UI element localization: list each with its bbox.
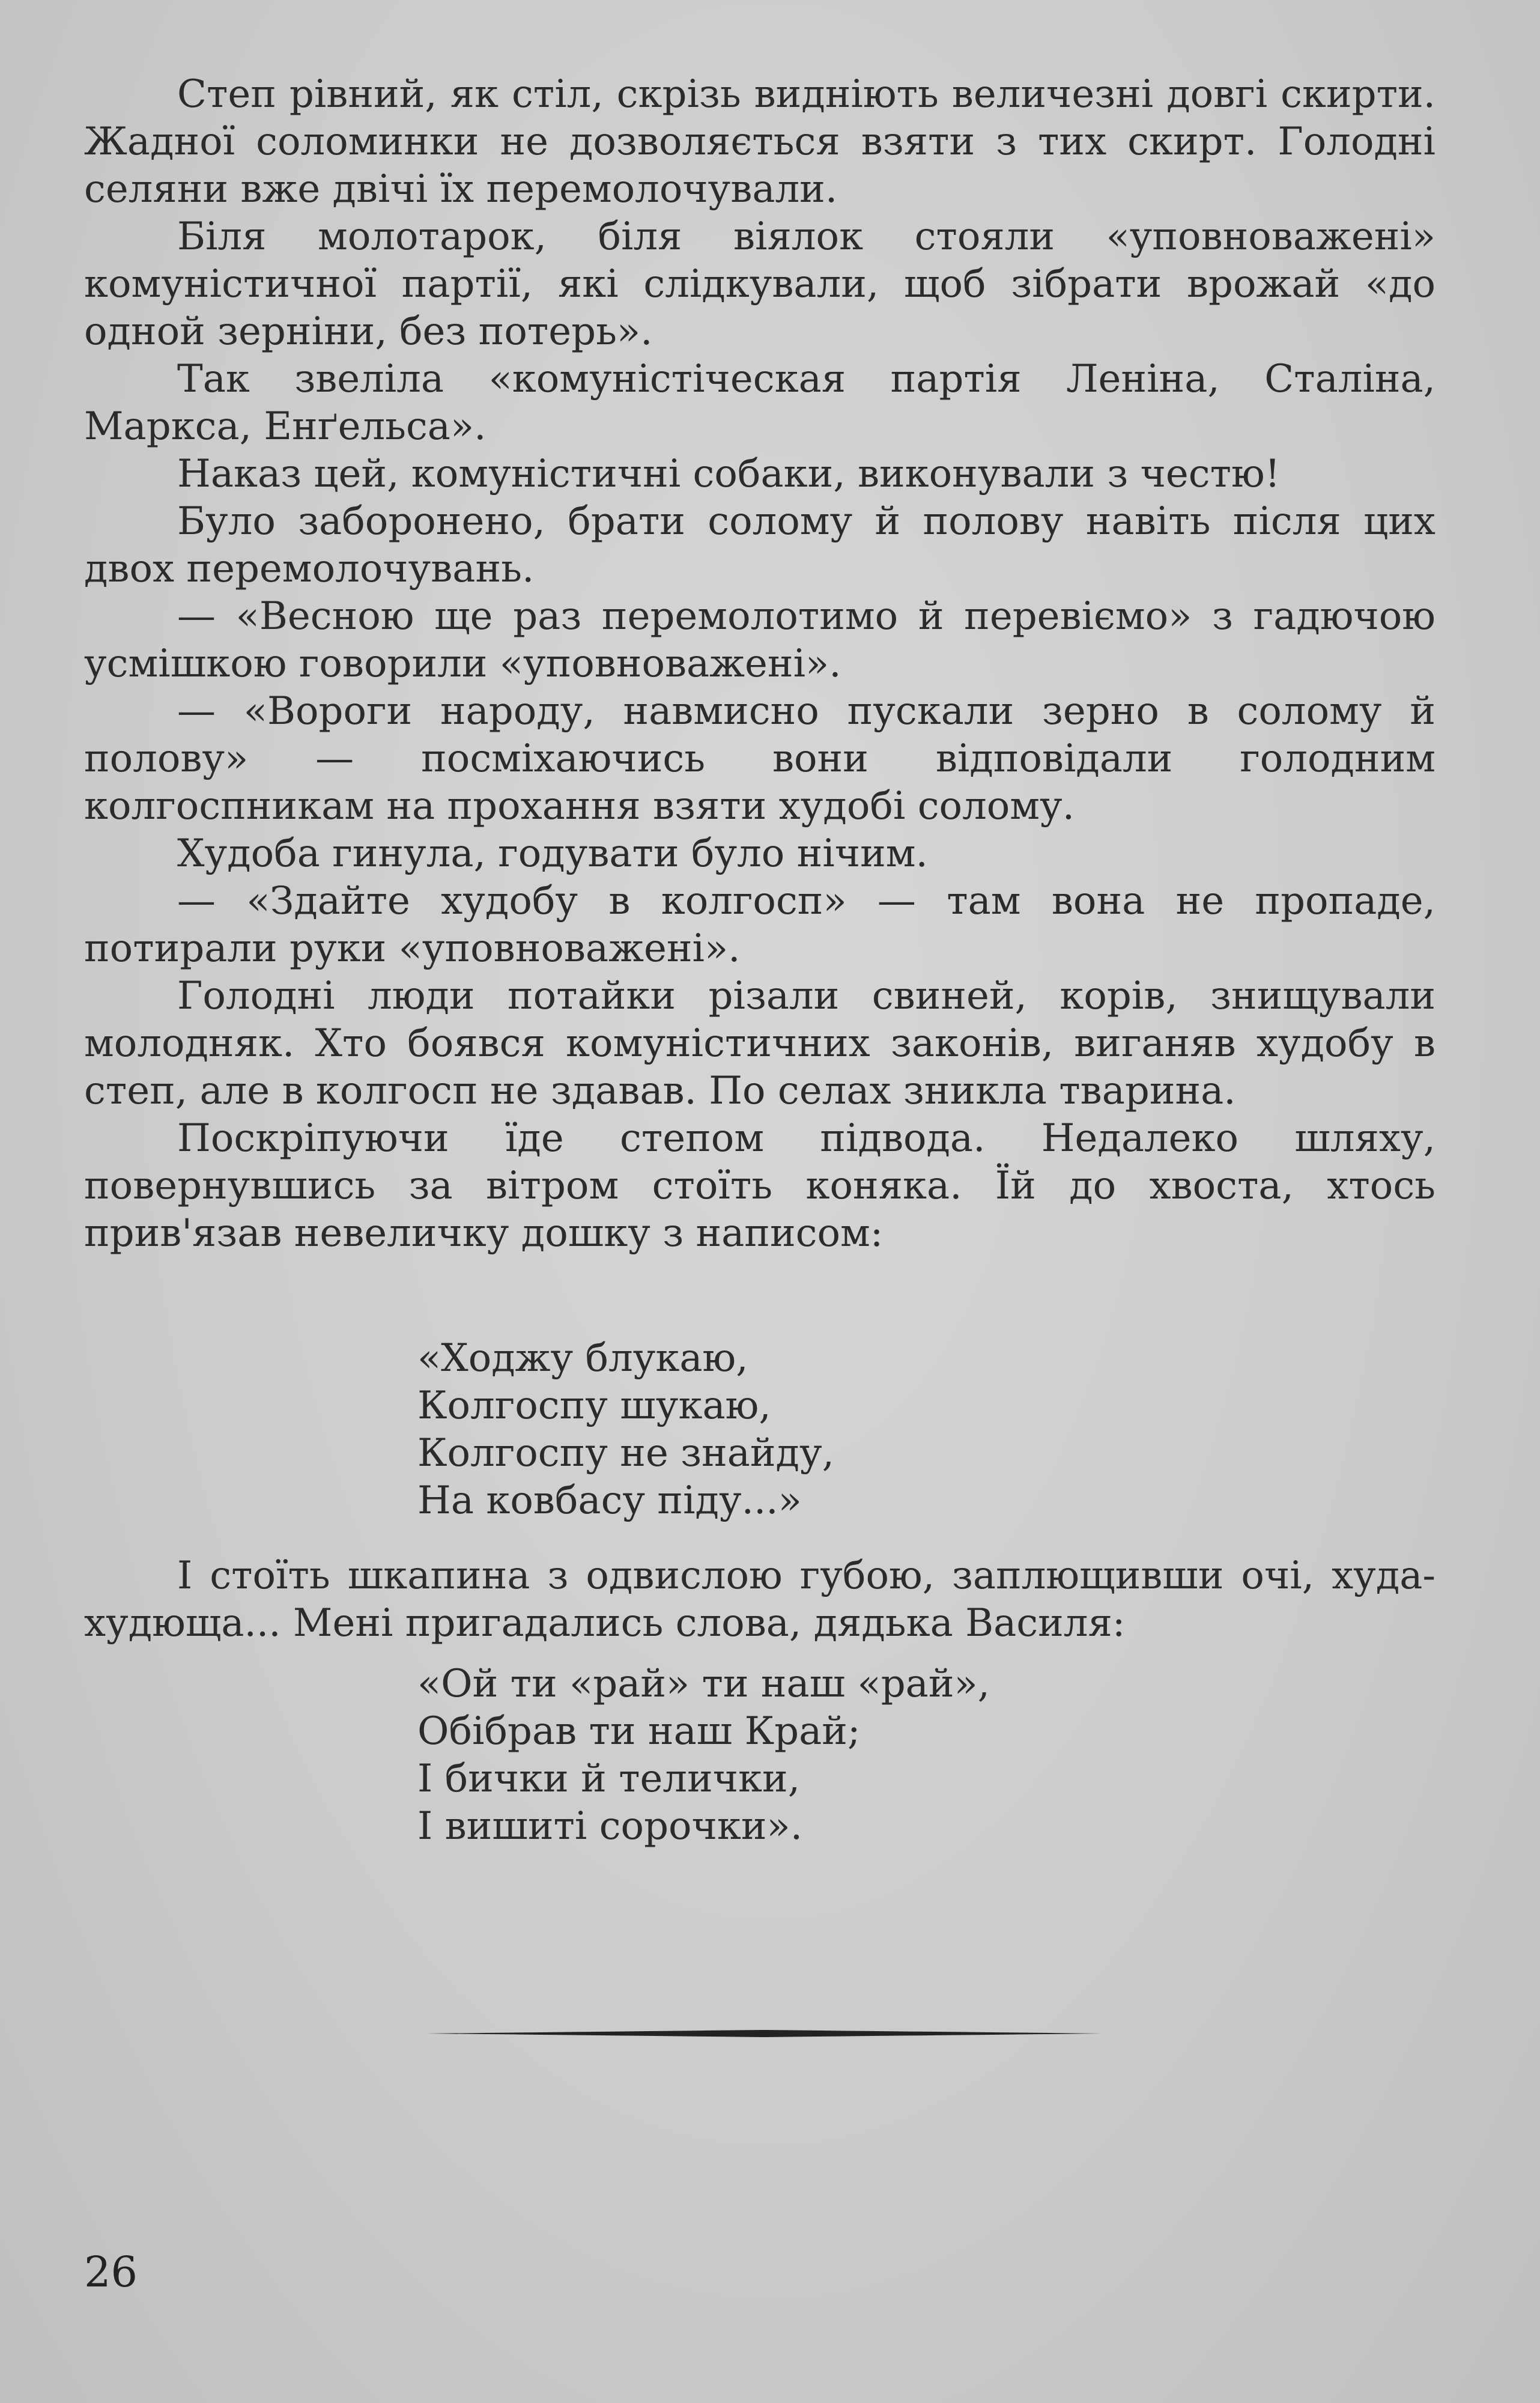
paragraph-12: І стоїть шкапина з одвислою губою, заплющивши очі, худа-худюща... Мені пригадались слова, дядька Василя:: [84, 1554, 1435, 1645]
poem-first-line-2: Колгоспу шукаю,: [417, 1384, 771, 1428]
poem-first: [417, 1335, 834, 1525]
section-divider: [426, 2029, 1102, 2038]
poem-first-line-4: На ковбасу піду...»: [417, 1478, 802, 1523]
paragraph-5: Було заборонено, брати солому й полову навіть після цих двох перемолочувань.: [84, 499, 1435, 591]
poem-first-line-3: Колгоспу не знайду,: [417, 1431, 834, 1475]
paragraph-2: Біля молотарок, біля віялок стояли «уповноважені» комуністичної партії, які слідкували, щоб зібрати врожай «до одной зерніни, без потерь».: [84, 214, 1435, 354]
paragraph-1: Степ рівний, як стіл, скрізь видніють величезні довгі скирти. Жадної соломинки не дозволяється взяти з тих скирт. Голодні селяни вже двічі їх перемолочували.: [84, 72, 1435, 211]
paragraph-8: Худоба гинула, годувати було нічим.: [177, 831, 928, 876]
paragraph-4: Наказ цей, комуністичні собаки, виконували з честю!: [177, 452, 1281, 496]
page-number: 26: [84, 2247, 138, 2297]
poem-first-line-1: «Ходжу блукаю,: [417, 1336, 748, 1381]
poem-second-line-4: І вишиті сорочки».: [417, 1804, 803, 1849]
paragraph-3: Так звеліла «комуністіческая партія Леніна, Сталіна, Маркса, Енґельса».: [84, 357, 1435, 449]
paragraph-after-poem: [84, 1552, 1435, 1647]
poem-second-line-3: І бички й телички,: [417, 1757, 801, 1801]
paragraph-10: Голодні люди потайки різали свиней, корів, знищували молодняк. Хто боявся комуністичних законів, виганяв худобу в степ, але в колгосп не здавав. По селах зникла тварина.: [84, 974, 1435, 1113]
paragraph-11: Поскріпуючи їде степом підвода. Недалеко шляху, повернувшись за вітром стоїть коняка. Їй до хвоста, хтось прив'язав невеличку дошку з написом:: [84, 1116, 1435, 1256]
paragraph-7: — «Вороги народу, навмисно пускали зерно в солому й полову» — посміхаючись вони відповідали голодним колгоспникам на прохання взяти худобі солому.: [84, 689, 1435, 828]
paragraph-9: — «Здайте худобу в колгосп» — там вона не пропаде, потирали руки «уповноважені».: [84, 879, 1435, 971]
poem-second-line-1: «Ой ти «рай» ти наш «рай»,: [417, 1662, 990, 1706]
paragraph-6: — «Весною ще раз перемолотимо й перевіємо» з гадючою усмішкою говорили «уповноважені».: [84, 594, 1435, 686]
main-text: [84, 71, 1435, 1257]
poem-second: [417, 1660, 990, 1850]
poem-second-line-2: Обібрав ти наш Край;: [417, 1709, 861, 1754]
